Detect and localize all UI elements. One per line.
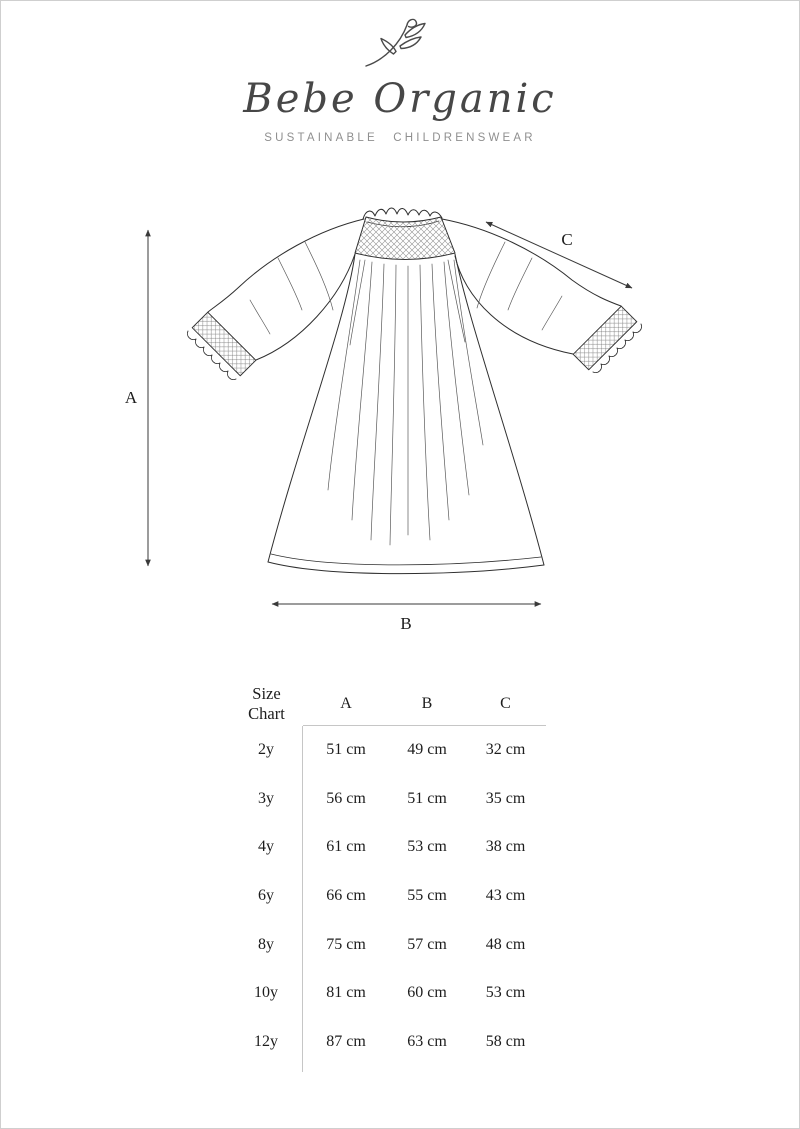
right-sleeve-under bbox=[455, 256, 573, 354]
right-sleeve-outer bbox=[442, 219, 621, 306]
measurement-cell-a: 75 cm bbox=[326, 935, 366, 953]
dress-hem bbox=[268, 562, 544, 574]
table-rule-tail bbox=[230, 1066, 303, 1072]
dress-body-right-edge bbox=[455, 254, 544, 565]
measurement-cell-c: 48 cm bbox=[485, 935, 526, 953]
size-chart-title-line1: Size bbox=[252, 684, 281, 703]
size-cell: 12y bbox=[230, 1018, 303, 1067]
measurement-cell-b: 51 cm bbox=[407, 789, 447, 807]
measurement-cell-a: 81 cm bbox=[326, 984, 366, 1002]
right-cuff-smocking bbox=[573, 306, 637, 370]
neck-ruffle bbox=[363, 208, 442, 219]
measurement-cell-a: 61 cm bbox=[326, 838, 366, 856]
measurement-cell-a: 87 cm bbox=[326, 1032, 366, 1050]
brand-tagline: SUSTAINABLE CHILDRENSWEAR bbox=[264, 132, 536, 144]
measurement-cell-b: 55 cm bbox=[407, 887, 447, 905]
left-sleeve-outer bbox=[208, 219, 364, 312]
size-cell: 4y bbox=[230, 823, 303, 872]
smocked-yoke bbox=[355, 217, 455, 260]
size-chart-title-line2: Chart bbox=[248, 704, 285, 723]
dress-body-left-edge bbox=[268, 254, 355, 562]
size-cell: 3y bbox=[230, 775, 303, 824]
column-header-a: A bbox=[303, 682, 389, 726]
measurement-cell-c: 35 cm bbox=[485, 789, 526, 807]
left-sleeve-under bbox=[256, 254, 355, 360]
measurement-cell-b: 49 cm bbox=[407, 741, 447, 759]
dimension-label-a: A bbox=[124, 388, 138, 407]
measurement-cell-a: 51 cm bbox=[326, 741, 366, 759]
size-cell: 6y bbox=[230, 872, 303, 921]
dress-size-diagram bbox=[100, 190, 700, 650]
measurement-cell-c: 53 cm bbox=[485, 984, 526, 1002]
measurement-cell-a: 56 cm bbox=[326, 789, 366, 807]
measurement-cell-b: 53 cm bbox=[407, 838, 447, 856]
size-cell: 10y bbox=[230, 969, 303, 1018]
measurement-cell-b: 60 cm bbox=[407, 984, 447, 1002]
column-header-b: B bbox=[389, 682, 465, 726]
dimension-label-c: C bbox=[561, 230, 573, 249]
measurement-cell-a: 66 cm bbox=[326, 887, 366, 905]
size-cell: 8y bbox=[230, 920, 303, 969]
measurement-cell-c: 38 cm bbox=[485, 838, 526, 856]
measurement-cell-c: 58 cm bbox=[485, 1032, 526, 1050]
dress-illustration bbox=[187, 208, 641, 574]
dimension-arrow-c bbox=[486, 222, 632, 288]
gather-lines bbox=[328, 260, 483, 545]
measurement-cell-b: 57 cm bbox=[407, 935, 447, 953]
size-chart-table bbox=[230, 682, 546, 1072]
column-header-c: C bbox=[465, 682, 546, 726]
size-chart-title bbox=[230, 682, 303, 726]
brand-name: Bebe Organic bbox=[243, 76, 557, 122]
measurement-cell-c: 32 cm bbox=[485, 741, 526, 759]
left-cuff-smocking bbox=[192, 312, 256, 376]
branch-leaves-icon bbox=[360, 17, 440, 69]
measurement-cell-b: 63 cm bbox=[407, 1032, 447, 1050]
measurement-cell-c: 43 cm bbox=[485, 887, 526, 905]
dimension-label-b: B bbox=[400, 614, 412, 633]
size-cell: 2y bbox=[230, 726, 303, 775]
